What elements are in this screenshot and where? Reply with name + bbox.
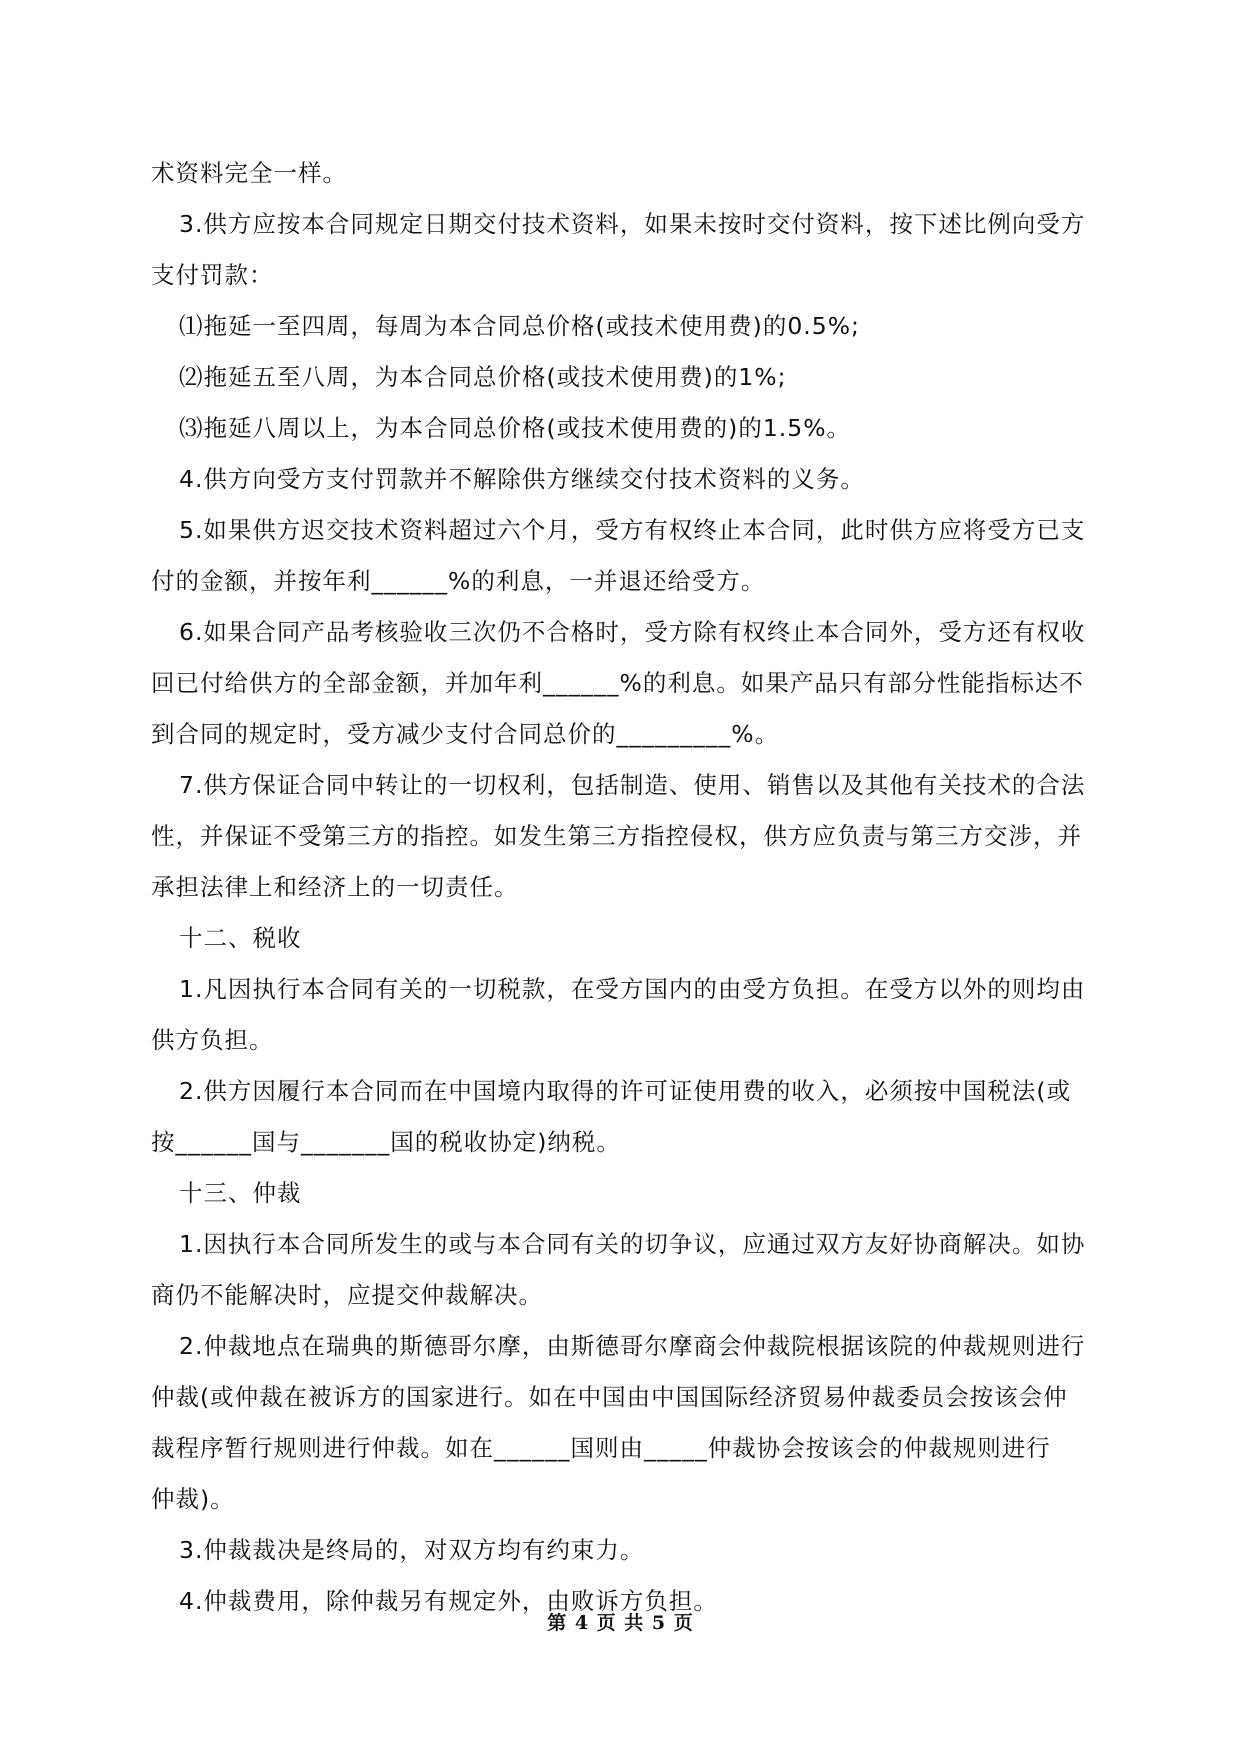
text-line: 商仍不能解决时，应提交仲裁解决。 — [151, 1281, 543, 1309]
text-line: 2.供方因履行本合同而在中国境内取得的许可证使用费的收入，必须按中国税法(或 — [179, 1077, 1072, 1105]
section-heading: 十二、税收 — [179, 924, 302, 952]
document-body — [151, 148, 1091, 1627]
text-line: 承担法律上和经济上的一切责任。 — [151, 873, 519, 901]
text-line: 裁程序暂行规则进行仲裁。如在______国则由_____仲裁协会按该会的仲裁规则进行 — [151, 1434, 1051, 1462]
text-line: 4.供方向受方支付罚款并不解除供方继续交付技术资料的义务。 — [179, 465, 865, 493]
page-number-footer: 第 4 页 共 5 页 — [547, 1612, 694, 1634]
text-line: 付的金额，并按年利______%的利息，一并退还给受方。 — [151, 567, 766, 595]
text-line: ⑴拖延一至四周，每周为本合同总价格(或技术使用费)的0.5%; — [179, 312, 860, 340]
text-line: 供方负担。 — [151, 1026, 274, 1054]
text-line: 回已付给供方的全部金额，并加年利______%的利息。如果产品只有部分性能指标达不 — [151, 669, 1084, 697]
text-line: 仲裁(或仲裁在被诉方的国家进行。如在中国由中国国际经济贸易仲裁委员会按该会仲 — [151, 1383, 1068, 1411]
text-line: 1.因执行本合同所发生的或与本合同有关的切争议，应通过双方友好协商解决。如协 — [179, 1230, 1086, 1258]
text-line: ⑵拖延五至八周，为本合同总价格(或技术使用费)的1%; — [179, 363, 787, 391]
text-line: 5.如果供方迟交技术资料超过六个月，受方有权终止本合同，此时供方应将受方已支 — [179, 516, 1086, 544]
text-line: 1.凡因执行本合同有关的一切税款，在受方国内的由受方负担。在受方以外的则均由 — [179, 975, 1086, 1003]
text-line: ⑶拖延八周以上，为本合同总价格(或技术使用费的)的1.5%。 — [179, 414, 852, 442]
text-line: 性，并保证不受第三方的指控。如发生第三方指控侵权，供方应负责与第三方交涉，并 — [151, 822, 1082, 850]
text-line: 6.如果合同产品考核验收三次仍不合格时，受方除有权终止本合同外，受方还有权收 — [179, 618, 1086, 646]
text-line: 仲裁)。 — [151, 1485, 235, 1513]
text-line: 按______国与_______国的税收协定)纳税。 — [151, 1128, 621, 1156]
text-line: 7.供方保证合同中转让的一切权利，包括制造、使用、销售以及其他有关技术的合法 — [179, 771, 1086, 799]
text-line: 3.仲裁裁决是终局的，对双方均有约束力。 — [179, 1536, 645, 1564]
text-line: 2.仲裁地点在瑞典的斯德哥尔摩，由斯德哥尔摩商会仲裁院根据该院的仲裁规则进行 — [179, 1332, 1086, 1360]
section-heading: 十三、仲裁 — [179, 1179, 302, 1207]
text-line: 4.仲裁费用，除仲裁另有规定外，由败诉方负担。 — [179, 1587, 718, 1615]
text-line: 支付罚款： — [151, 261, 274, 289]
text-line: 术资料完全一样。 — [151, 159, 347, 187]
text-line: 到合同的规定时，受方减少支付合同总价的_________%。 — [151, 720, 780, 748]
text-line: 3.供方应按本合同规定日期交付技术资料，如果未按时交付资料，按下述比例向受方 — [179, 210, 1086, 238]
